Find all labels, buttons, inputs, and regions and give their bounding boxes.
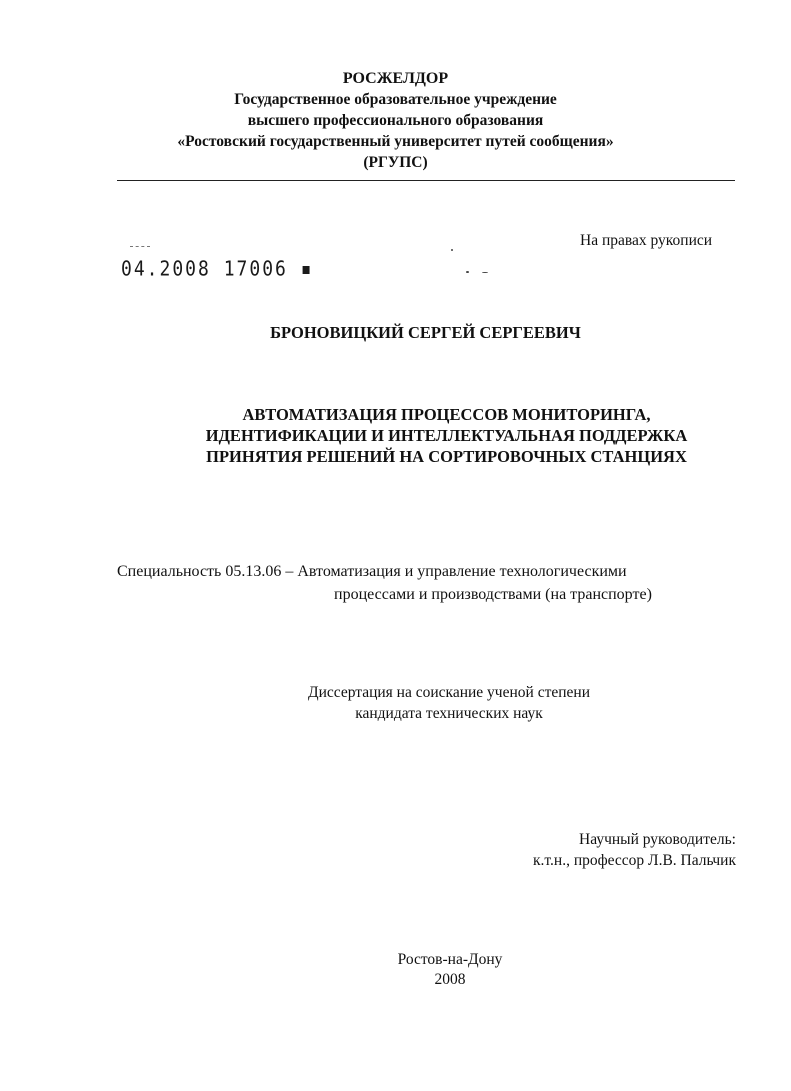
manuscript-rights-note: На правах рукописи (580, 232, 713, 249)
specialty-line-2: процессами и производствами (на транспорте) (334, 586, 652, 603)
supervisor-label: Научный руководитель: (579, 831, 736, 848)
scan-speck (482, 272, 488, 273)
title-line-1: АВТОМАТИЗАЦИЯ ПРОЦЕССОВ МОНИТОРИНГА, (242, 405, 651, 424)
scan-speck (451, 249, 453, 251)
header-divider (117, 180, 735, 181)
city: Ростов-на-Дону (397, 951, 503, 968)
institution-line-2: высшего профессионального образования (247, 112, 544, 129)
year: 2008 (434, 971, 466, 988)
stamp-number-text: 04.2008 17006 (121, 257, 288, 282)
dissertation-title (0, 404, 791, 467)
organization-name: РОСЖЕЛДОР (342, 70, 449, 87)
degree-line-2: кандидата технических наук (355, 705, 543, 722)
library-stamp-number (121, 257, 314, 281)
degree-statement (289, 682, 609, 724)
title-line-2: ИДЕНТИФИКАЦИИ И ИНТЕЛЛЕКТУАЛЬНАЯ ПОДДЕРЖКА (205, 426, 688, 445)
supervisor-name: к.т.н., профессор Л.В. Пальчик (533, 852, 736, 869)
author-name: БРОНОВИЦКИЙ СЕРГЕЙ СЕРГЕЕВИЧ (270, 323, 581, 342)
institution-line-1: Государственное образовательное учреждение (234, 91, 557, 108)
supervisor-block (440, 829, 736, 871)
specialty-line-1: Специальность 05.13.06 – Автоматизация и управление технологическими (117, 563, 627, 580)
stamp-bullet: ▪ (287, 257, 314, 282)
university-abbreviation: (РГУПС) (363, 154, 428, 171)
scan-speck (466, 271, 469, 273)
institution-header (0, 68, 791, 173)
university-name: «Ростовский государственный университет путей сообщения» (177, 133, 614, 150)
place-and-year (300, 950, 600, 990)
title-line-3: ПРИНЯТИЯ РЕШЕНИЙ НА СОРТИРОВОЧНЫХ СТАНЦИЯХ (206, 447, 687, 466)
stamp-mark (130, 246, 150, 247)
degree-line-1: Диссертация на соискание ученой степени (308, 684, 590, 701)
